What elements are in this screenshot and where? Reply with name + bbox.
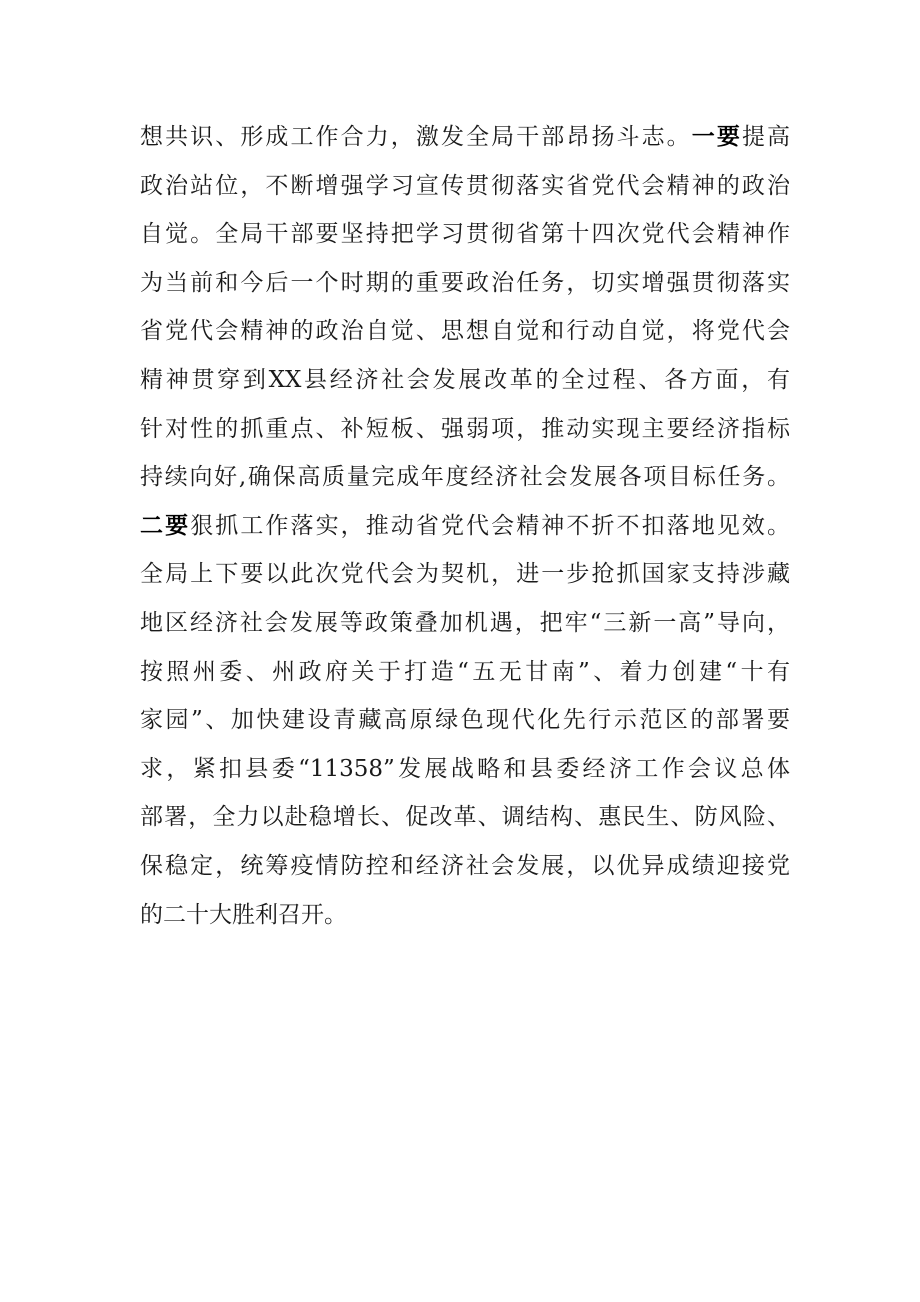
text-run: 部署，全力以赴稳增长、促改革、调结构、惠民生、防风险、 xyxy=(140,804,790,831)
text-line xyxy=(140,842,790,891)
text-line xyxy=(140,162,790,211)
text-run: 全局上下要以此次党代会为契机，进一步抢抓国家支持涉藏 xyxy=(140,561,790,588)
text-line xyxy=(140,599,790,648)
text-run: 提高 xyxy=(741,124,791,150)
text-line xyxy=(140,453,790,502)
text-line xyxy=(140,259,790,308)
text-line xyxy=(140,550,790,599)
text-run: 求，紧扣县委“11358”发展战略和县委经济工作会议总体 xyxy=(140,755,790,782)
text-run: 地区经济社会发展等政策叠加机遇，把牢“三新一高”导向， xyxy=(140,609,790,636)
text-run: 保稳定，统筹疫情防控和经济社会发展，以优异成绩迎接党 xyxy=(140,852,790,879)
text-line xyxy=(140,356,790,405)
text-line xyxy=(140,405,790,454)
text-run: 想共识、形成工作合力，激发全局干部昂扬斗志。 xyxy=(140,124,692,150)
text-run: 按照州委、州政府关于打造“五无甘南”、着力创建“十有 xyxy=(140,658,790,685)
text-run: 狠抓工作落实，推动省党代会精神不折不扣落地见效。 xyxy=(190,512,791,539)
text-run: 的二十大胜利召开。 xyxy=(140,901,347,928)
text-run: 针对性的抓重点、补短板、强弱项，推动实现主要经济指标 xyxy=(140,415,790,442)
text-line xyxy=(140,502,790,551)
text-line xyxy=(140,113,790,162)
text-run: 为当前和今后一个时期的重要政治任务，切实增强贯彻落实 xyxy=(140,269,790,296)
text-line-last xyxy=(140,891,790,940)
text-line xyxy=(140,648,790,697)
text-run: 省党代会精神的政治自觉、思想自觉和行动自觉，将党代会 xyxy=(140,318,790,345)
text-line xyxy=(140,793,790,842)
text-run: 精神贯穿到XX县经济社会发展改革的全过程、各方面，有 xyxy=(140,366,790,393)
text-run: 持续向好,确保高质量完成年度经济社会发展各项目标任务。 xyxy=(140,464,790,491)
text-run: 政治站位，不断增强学习宣传贯彻落实省党代会精神的政治 xyxy=(140,172,790,199)
emphasis-run: 一要 xyxy=(691,123,742,150)
text-line xyxy=(140,307,790,356)
text-line xyxy=(140,210,790,259)
text-run: 家园”、加快建设青藏高原绿色现代化先行示范区的部署要 xyxy=(140,707,790,734)
text-line xyxy=(140,696,790,745)
text-run: 自觉。全局干部要坚持把学习贯彻省第十四次党代会精神作 xyxy=(140,221,790,248)
body-paragraph xyxy=(140,113,790,939)
emphasis-run: 二要 xyxy=(140,511,191,539)
text-line xyxy=(140,745,790,794)
